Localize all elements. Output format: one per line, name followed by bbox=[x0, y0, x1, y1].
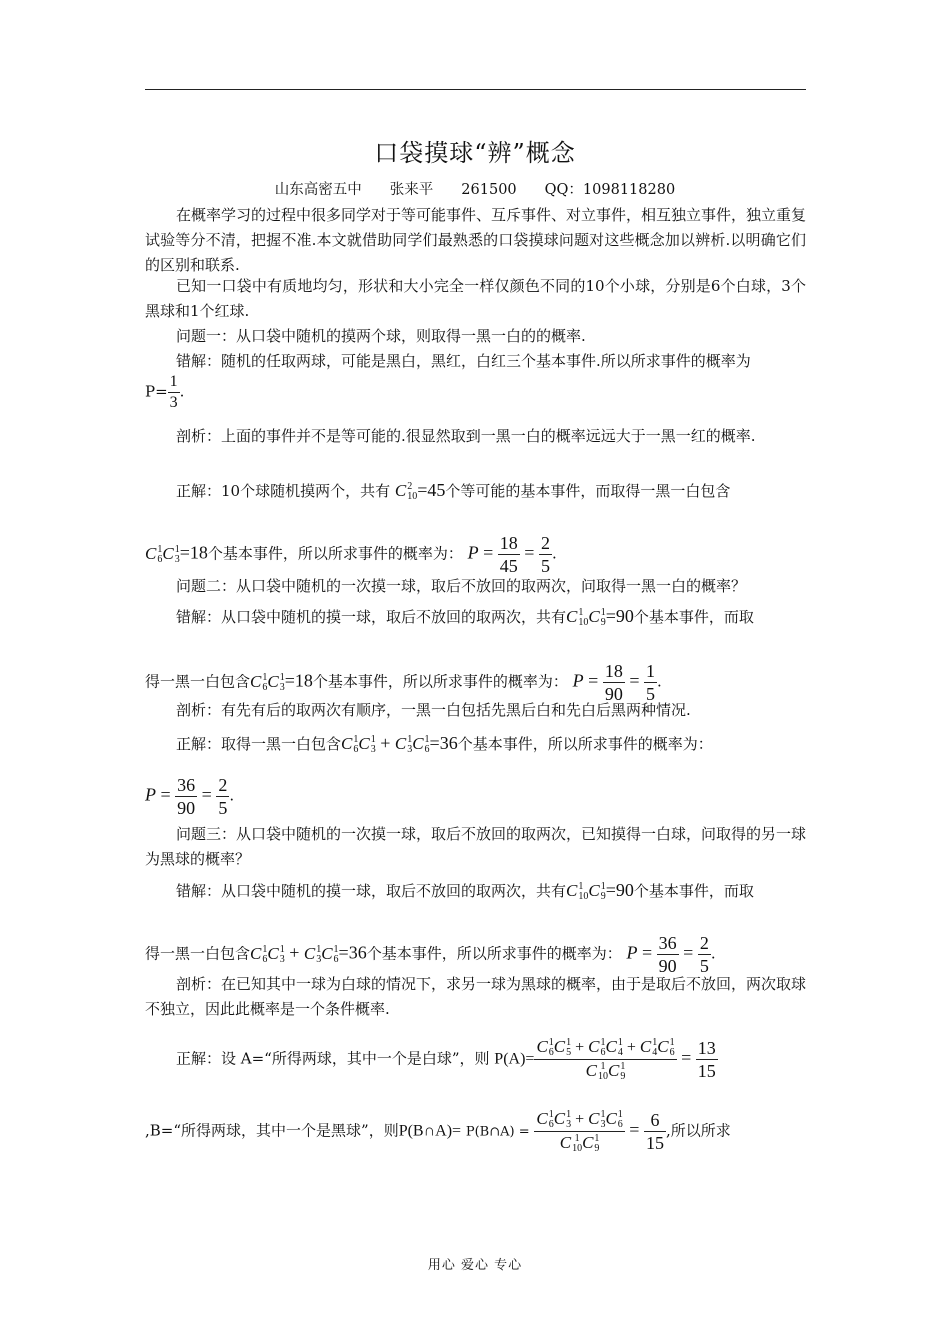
frac-num: 1 bbox=[645, 661, 655, 681]
author-school: 山东高密五中 bbox=[274, 182, 362, 198]
frac-den: 90 bbox=[604, 684, 623, 704]
pba-fraction bbox=[534, 1108, 624, 1155]
frac-den: 5 bbox=[540, 556, 550, 576]
q1-wrong: 错解：随机的任取两球，可能是黑白，黑红，白红三个基本事件.所以所求事件的概率为 bbox=[176, 352, 751, 370]
frac-den: C 1 10 C 1 9 bbox=[559, 1133, 600, 1155]
p-symbol: P bbox=[467, 542, 479, 563]
comb: C 1 3 bbox=[267, 943, 285, 965]
q2-correct-line1: 正解：取得一黑一白包含C 1 6 C 1 3 + C 1 3 C 1 6 =36个基本事件，所以所求事件的概率为： bbox=[176, 733, 713, 756]
q3-wrong-line1 bbox=[176, 878, 754, 904]
frac-den: 5 bbox=[645, 684, 655, 704]
text: 得一黑一白包含 bbox=[145, 944, 251, 963]
frac-den: 5 bbox=[699, 956, 709, 976]
author-zip: 261500 bbox=[461, 182, 517, 198]
q2-wrong-line2: 得一黑一白包含C 1 6 C 1 3 =18个基本事件，所以所求事件的概率为： P = $\frac{18}{90}$ = $\frac{1}{5}$ . bbox=[145, 661, 662, 704]
comb-c9-1: C 1 9 bbox=[588, 607, 606, 629]
pba-label: P(B∩A)= bbox=[398, 1122, 462, 1140]
q1-wrong-p: P= bbox=[145, 382, 168, 401]
fraction bbox=[698, 932, 711, 977]
frac-num: 6 bbox=[644, 1109, 666, 1132]
pa-fraction bbox=[534, 1036, 676, 1083]
q1-wrong-result: P= $\frac{1}{3}$ . bbox=[145, 373, 185, 411]
q3-correct-line2: ,B=“所得两球，其中一个是黑球”，则P(B∩A)= P(B∩A) = C 1 6 C 1 3 + C 1 3 C 1 6 C 1 10 C 1 9 = $\frac{6}{15}$ ,所以所求 bbox=[145, 1109, 731, 1155]
fraction bbox=[657, 932, 679, 977]
author-qq: QQ：1098118280 bbox=[544, 182, 676, 198]
fraction bbox=[498, 532, 520, 577]
author-name: 张来平 bbox=[389, 182, 434, 198]
text: 得一黑一白包含 bbox=[145, 672, 251, 691]
text: 正解：取得一黑一白包含 bbox=[176, 735, 342, 753]
header-rule bbox=[145, 89, 806, 90]
comb-c3-1: C 1 3 bbox=[267, 671, 285, 693]
comb-c6-1: C 1 6 bbox=[250, 671, 268, 693]
q3-correct-line1: 正解：设 A=“所得两球，其中一个是白球”，则 P(A)= C 1 6 C 1 5 + C 1 6 C 1 4 + C 1 4 C 1 6 C 1 10 C 1 9 = $\frac{13}{15}$ bbox=[176, 1037, 716, 1083]
text: 个基本事件，所以所求事件的概率为： bbox=[312, 672, 568, 691]
pa-label: P(A)= bbox=[494, 1050, 535, 1068]
q1-analysis: 剖析：上面的事件并不是等可能的.很显然取到一黑一白的概率远远大于一黑一红的概率. bbox=[176, 427, 756, 445]
comb: C 1 9 bbox=[588, 881, 606, 903]
text: 正解：设 A=“所得两球，其中一个是白球”，则 bbox=[176, 1049, 490, 1068]
q2-analysis: 剖析：有先有后的取两次有顺序，一黑一白包括先黑后白和先白后黑两种情况. bbox=[176, 701, 691, 719]
q3-analysis: 剖析：在已知其中一球为白球的情况下，求另一球为黑球的概率，由于是取后不放回，两次取球不独立，因此此概率是一个条件概率. bbox=[145, 975, 807, 1018]
text: 个基本事件，而取 bbox=[633, 882, 754, 900]
q3-question: 问题三：从口袋中随机的一次摸一球，取后不放回的取两次，已知摸得一白球，问取得的另一球为黑球的概率？ bbox=[145, 825, 807, 868]
comb-c6-1: C 1 6 bbox=[145, 543, 163, 565]
frac-num: 18 bbox=[499, 533, 518, 553]
frac-num: 18 bbox=[604, 661, 623, 681]
frac-den: 5 bbox=[218, 798, 228, 818]
author-line bbox=[0, 178, 950, 199]
eq: =90 bbox=[605, 880, 634, 900]
fraction bbox=[696, 1037, 718, 1082]
text: 个等可能的基本事件，而取得一黑一白包含 bbox=[445, 482, 731, 500]
frac-den: 15 bbox=[697, 1061, 716, 1081]
text: 正解：10个球随机摸两个，共有 bbox=[176, 482, 391, 500]
q1-wrong-fraction bbox=[168, 372, 180, 413]
q2-wrong-line1 bbox=[176, 604, 754, 630]
frac-num: 36 bbox=[177, 775, 196, 795]
q2-correct-line2: P = $\frac{36}{90}$ = $\frac{2}{5}$ . bbox=[145, 775, 235, 818]
q1-correct-line2: C 1 6 C 1 3 =18个基本事件，所以所求事件的概率为： P = $\frac{18}{45}$ = $\frac{2}{5}$ . bbox=[145, 533, 557, 576]
page-footer: 用心 爱心 专心 bbox=[427, 1258, 523, 1273]
frac-num: 2 bbox=[540, 533, 550, 553]
text: ,所以所求 bbox=[665, 1121, 731, 1140]
q2-question: 问题二：从口袋中随机的一次摸一球，取后不放回的取两次，问取得一黑一白的概率？ bbox=[176, 577, 747, 595]
p-symbol: P bbox=[572, 670, 584, 691]
comb-c10-1: C 1 10 bbox=[566, 607, 589, 629]
p-symbol: P bbox=[145, 784, 156, 805]
frac-num: 13 bbox=[697, 1038, 716, 1058]
eq: =18 bbox=[284, 670, 313, 691]
comb: C 1 3 bbox=[358, 734, 376, 756]
text: 个基本事件，所以所求事件的概率为： bbox=[207, 544, 463, 563]
intro-paragraph: 在概率学习的过程中很多同学对于等可能事件、互斥事件、对立事件，相互独立事件，独立重复试验等分不清，把握不准.本文就借助同学们最熟悉的口袋摸球问题对这些概念加以辨析.以明确它们的区别和联系. bbox=[145, 206, 807, 274]
text: 个基本事件，所以所求事件的概率为： bbox=[366, 944, 622, 963]
frac-den: 15 bbox=[645, 1133, 664, 1153]
q1-correct-line1 bbox=[176, 478, 730, 504]
frac-den: 90 bbox=[177, 798, 196, 818]
frac-num: 2 bbox=[699, 933, 709, 953]
q1-question: 问题一：从口袋中随机的摸两个球，则取得一黑一白的的概率. bbox=[176, 327, 586, 345]
comb: C 1 6 bbox=[250, 943, 268, 965]
fraction bbox=[644, 1109, 666, 1154]
comb: C 1 3 bbox=[394, 734, 413, 756]
eq: =45 bbox=[417, 480, 446, 500]
comb: C 1 6 bbox=[321, 943, 339, 965]
text: ,B=“所得两球，其中一个是黑球”，则 bbox=[145, 1121, 399, 1140]
comb: C 1 10 bbox=[566, 881, 589, 903]
frac-den: C 1 10 C 1 9 bbox=[585, 1061, 626, 1083]
q3-wrong-line2: 得一黑一白包含C 1 6 C 1 3 + C 1 3 C 1 6 =36个基本事件，所以所求事件的概率为： P = $\frac{36}{90}$ = $\frac{2}{5}$ . bbox=[145, 933, 716, 976]
eq: =18 bbox=[179, 542, 208, 563]
p-symbol: P bbox=[626, 942, 638, 963]
frac-num: 1 bbox=[168, 372, 180, 393]
frac-den: 3 bbox=[169, 394, 178, 411]
pba-label-2: P(B∩A) = bbox=[465, 1124, 530, 1140]
frac-den: 45 bbox=[499, 556, 518, 576]
frac-num: C 1 6 C 1 3 + C 1 3 C 1 6 bbox=[536, 1109, 623, 1131]
frac-den: 90 bbox=[658, 956, 677, 976]
fraction bbox=[175, 774, 197, 819]
setup-paragraph: 已知一口袋中有质地均匀，形状和大小完全一样仅颜色不同的10个小球，分别是6个白球，3个黑球和1个红球. bbox=[145, 277, 806, 320]
eq: =90 bbox=[605, 606, 634, 626]
frac-num: 2 bbox=[218, 775, 228, 795]
comb-c10-2: C 2 10 bbox=[394, 481, 418, 503]
fraction bbox=[216, 774, 229, 819]
frac-num: C 1 6 C 1 5 + C 1 6 C 1 4 + C 1 4 C 1 6 bbox=[536, 1037, 675, 1059]
eq: =36 bbox=[429, 733, 458, 753]
text: 个基本事件，而取 bbox=[633, 608, 754, 626]
comb-c3-1: C 1 3 bbox=[162, 543, 180, 565]
document-title: 口袋摸球“辨”概念 bbox=[374, 139, 576, 167]
comb: C 1 6 bbox=[412, 734, 430, 756]
comb: C 1 3 bbox=[303, 943, 322, 965]
text: 错解：从口袋中随机的摸一球，取后不放回的取两次，共有 bbox=[176, 882, 567, 900]
frac-num: 36 bbox=[658, 933, 677, 953]
eq: =36 bbox=[338, 942, 367, 963]
fraction bbox=[539, 532, 552, 577]
text: 错解：从口袋中随机的摸一球，取后不放回的取两次，共有 bbox=[176, 608, 567, 626]
text: 个基本事件，所以所求事件的概率为： bbox=[457, 735, 713, 753]
comb: C 1 6 bbox=[341, 734, 359, 756]
